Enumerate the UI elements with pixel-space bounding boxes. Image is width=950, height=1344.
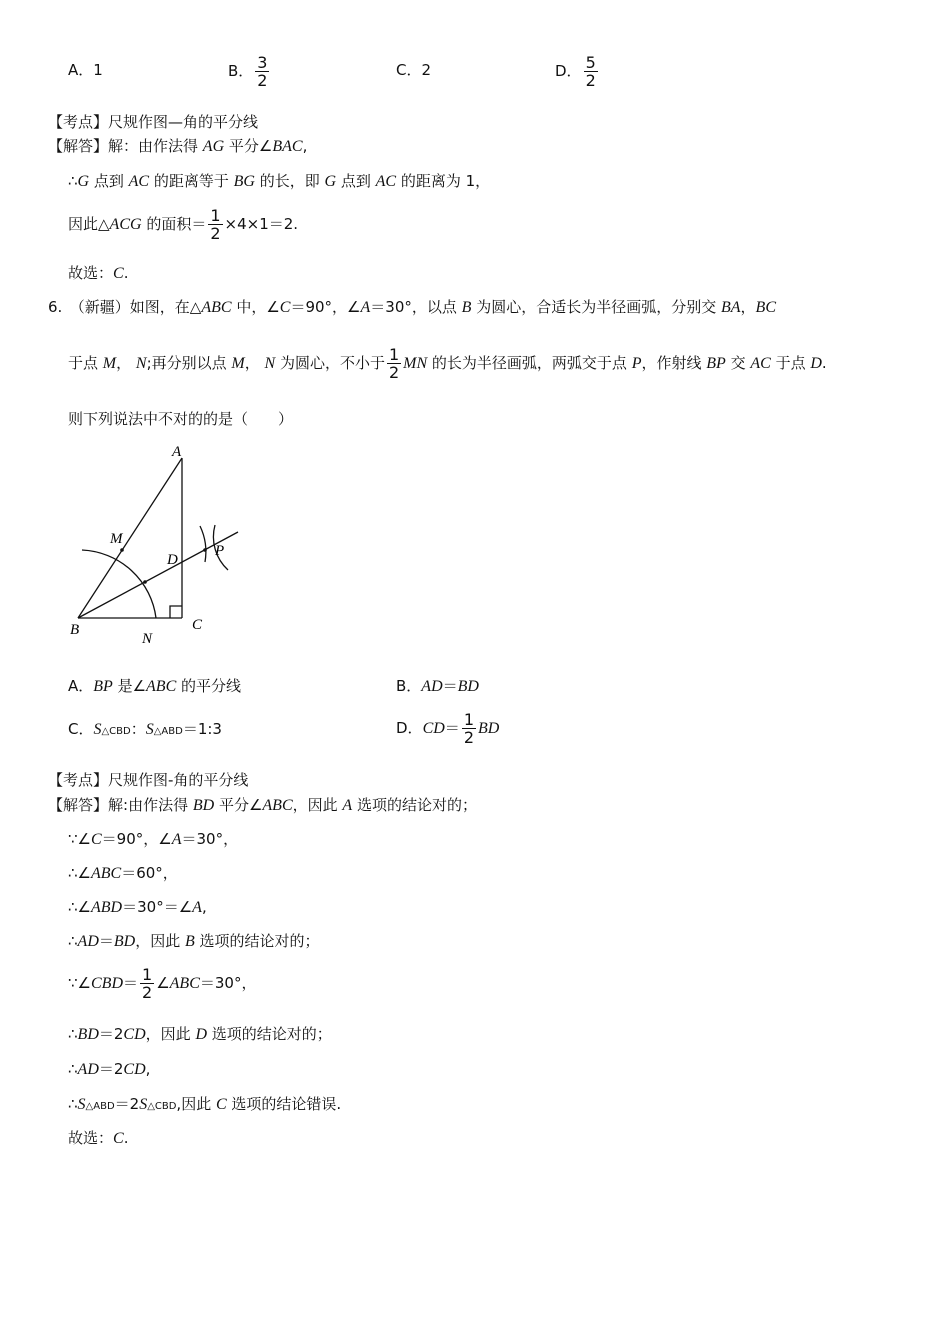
fraction: $\frac{1}{2}$ (388, 345, 400, 382)
label-c: C (192, 617, 203, 633)
q5-option-c: C．2 (396, 61, 432, 79)
point-m (120, 548, 124, 552)
q5-option-b: B． $\frac{3}{2}$ (228, 53, 268, 90)
q6-solution-line3: ∴∠ABC＝60°， (68, 864, 178, 882)
q6-option-a: A．BP 是∠ABC 的平分线 (68, 677, 242, 695)
arc-from-m (200, 526, 206, 562)
fraction: $\frac{1}{2}$ (463, 710, 474, 747)
q6-option-d: D．CD＝ $\frac{1}{2}$ BD (396, 710, 500, 747)
fraction: $\frac{1}{2}$ (142, 965, 153, 1002)
q5-kaodian: 【考点】尺规作图—角的平分线 (48, 113, 259, 131)
q6-solution-line6: ∵∠CBD＝ $\frac{1}{2}$ ∠ABC＝30°， (68, 965, 257, 1002)
fraction: $\frac{5}{2}$ (585, 53, 596, 90)
q6-solution-line4: ∴∠ABD＝30°＝∠A, (68, 898, 207, 916)
q5-jieda-line1: 【解答】解：由作法得 AG 平分∠BAC, (48, 137, 308, 155)
label-d: D (167, 552, 178, 568)
label-a: A (172, 444, 182, 460)
q6-solution-line9: ∴S△ABD＝2S△CBD,因此 C 选项的结论错误. (68, 1095, 342, 1113)
q6-solution-line2: ∵∠C＝90°，∠A＝30°， (68, 830, 239, 848)
q5-jieda-line2: ∴G 点到 AC 的距离等于 BG 的长，即 G 点到 AC 的距离为 1， (68, 172, 491, 190)
q6-answer: 故选：C. (68, 1129, 129, 1147)
q6-solution-line8: ∴AD＝2CD, (68, 1060, 151, 1078)
q6-stem-line1: 6. （新疆）如图，在△ABC 中，∠C＝90°，∠A＝30°，以点 B 为圆心，合适长为半径画弧，分别交 BA，BC (48, 298, 776, 316)
triangle-figure (60, 440, 260, 655)
fraction: $\frac{1}{2}$ (210, 206, 221, 243)
label-n: N (142, 631, 153, 647)
point-arc-intersect (143, 580, 147, 584)
label-p: P (215, 543, 225, 559)
label-m: M (110, 531, 123, 547)
q5-answer: 故选：C. (68, 264, 129, 282)
q6-stem-line2: 于点 M， N;再分别以点 M， N 为圆心，不小于 $\frac{1}{2}$ MN 的长为半径画弧，两弧交于点 P，作射线 BP 交 AC 于点 D. (68, 345, 827, 382)
q5-option-a: A．1 (68, 61, 103, 79)
q5-option-d: D． $\frac{5}{2}$ (555, 53, 596, 90)
fraction: $\frac{3}{2}$ (257, 53, 268, 90)
q6-solution-line7: ∴BD＝2CD，因此 D 选项的结论对的； (68, 1025, 332, 1043)
q6-solution-line5: ∴AD＝BD，因此 B 选项的结论对的； (68, 932, 320, 950)
q6-stem-line3: 则下列说法中不对的的是（ ） (68, 410, 294, 428)
q6-option-c: C．S△CBD：S△ABD＝1:3 (68, 720, 222, 738)
right-angle-mark (170, 606, 182, 618)
arc-mn (82, 550, 156, 618)
label-b: B (70, 622, 80, 638)
q6-solution-line1: 【解答】解:由作法得 BD 平分∠ABC，因此 A 选项的结论对的； (48, 796, 477, 814)
segment-ab (78, 458, 182, 618)
q6-kaodian: 【考点】尺规作图-角的平分线 (48, 771, 249, 789)
q5-jieda-line3: 因此△ACG 的面积＝ $\frac{1}{2}$ ×4×1＝2. (68, 206, 299, 243)
point-p (203, 548, 207, 552)
q6-option-b: B．AD＝BD (396, 677, 479, 695)
